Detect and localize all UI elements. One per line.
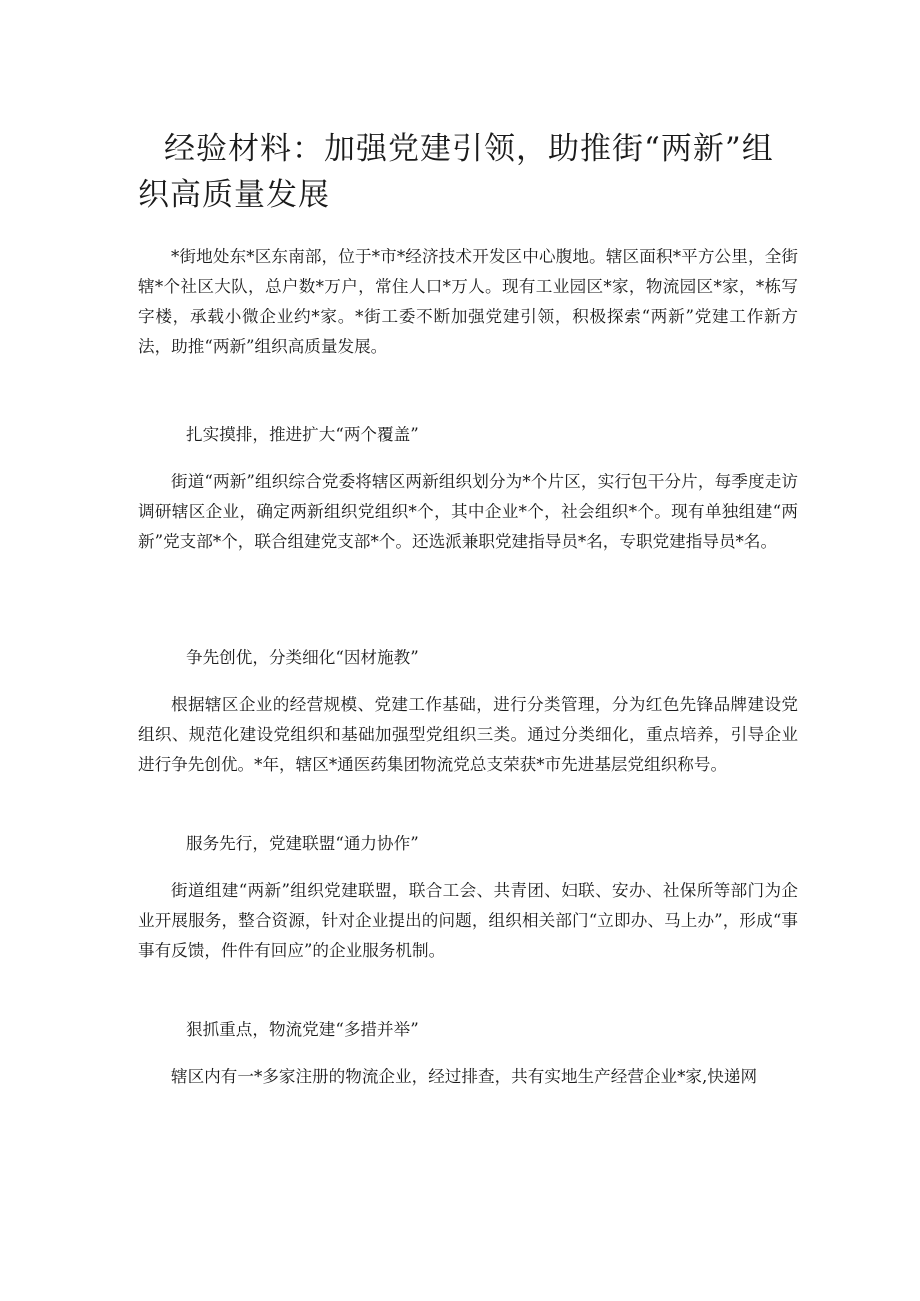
section-heading-4: 狠抓重点，物流党建“多措并举” [186, 1020, 419, 1039]
document-title: 经验材料：加强党建引领，助推街“两新”组织高质量发展 [138, 131, 774, 213]
section-body-1: 街道“两新”组织综合党委将辖区两新组织划分为*个片区，实行包干分片，每季度走访调研辖区企业，确定两新组织党组织*个，其中企业*个，社会组织*个。现有单独组建“两新”党支部*个，联合组建党支部*个。还选派兼职党建指导员*名，专职党建指导员*名。 [138, 472, 798, 551]
section-heading-2: 争先创优，分类细化“因材施教” [186, 648, 419, 667]
section-heading-1: 扎实摸排，推进扩大“两个覆盖” [186, 425, 419, 444]
intro-paragraph: *街地处东*区东南部，位于*市*经济技术开发区中心腹地。辖区面积*平方公里，全街辖*个社区大队，总户数*万户，常住人口*万人。现有工业园区*家，物流园区*家，*栋写字楼，承载小微企业约*家。*街工委不断加强党建引领，积极探索“两新”党建工作新方法，助推“两新”组织高质量发展。 [138, 247, 798, 356]
section-heading-3: 服务先行，党建联盟“通力协作” [186, 834, 419, 853]
section-body-3: 街道组建“两新”组织党建联盟，联合工会、共青团、妇联、安办、社保所等部门为企业开展服务，整合资源，针对企业提出的问题，组织相关部门“立即办、马上办”，形成“事事有反馈，件件有回应”的企业服务机制。 [138, 881, 798, 960]
section-body-4: 辖区内有一*多家注册的物流企业，经过排查，共有实地生产经营企业*家,快递网 [171, 1067, 758, 1086]
section-body-2: 根据辖区企业的经营规模、党建工作基础，进行分类管理，分为红色先锋品牌建设党组织、规范化建设党组织和基础加强型党组织三类。通过分类细化，重点培养，引导企业进行争先创优。*年，辖区*通医药集团物流党总支荣获*市先进基层党组织称号。 [138, 695, 798, 774]
